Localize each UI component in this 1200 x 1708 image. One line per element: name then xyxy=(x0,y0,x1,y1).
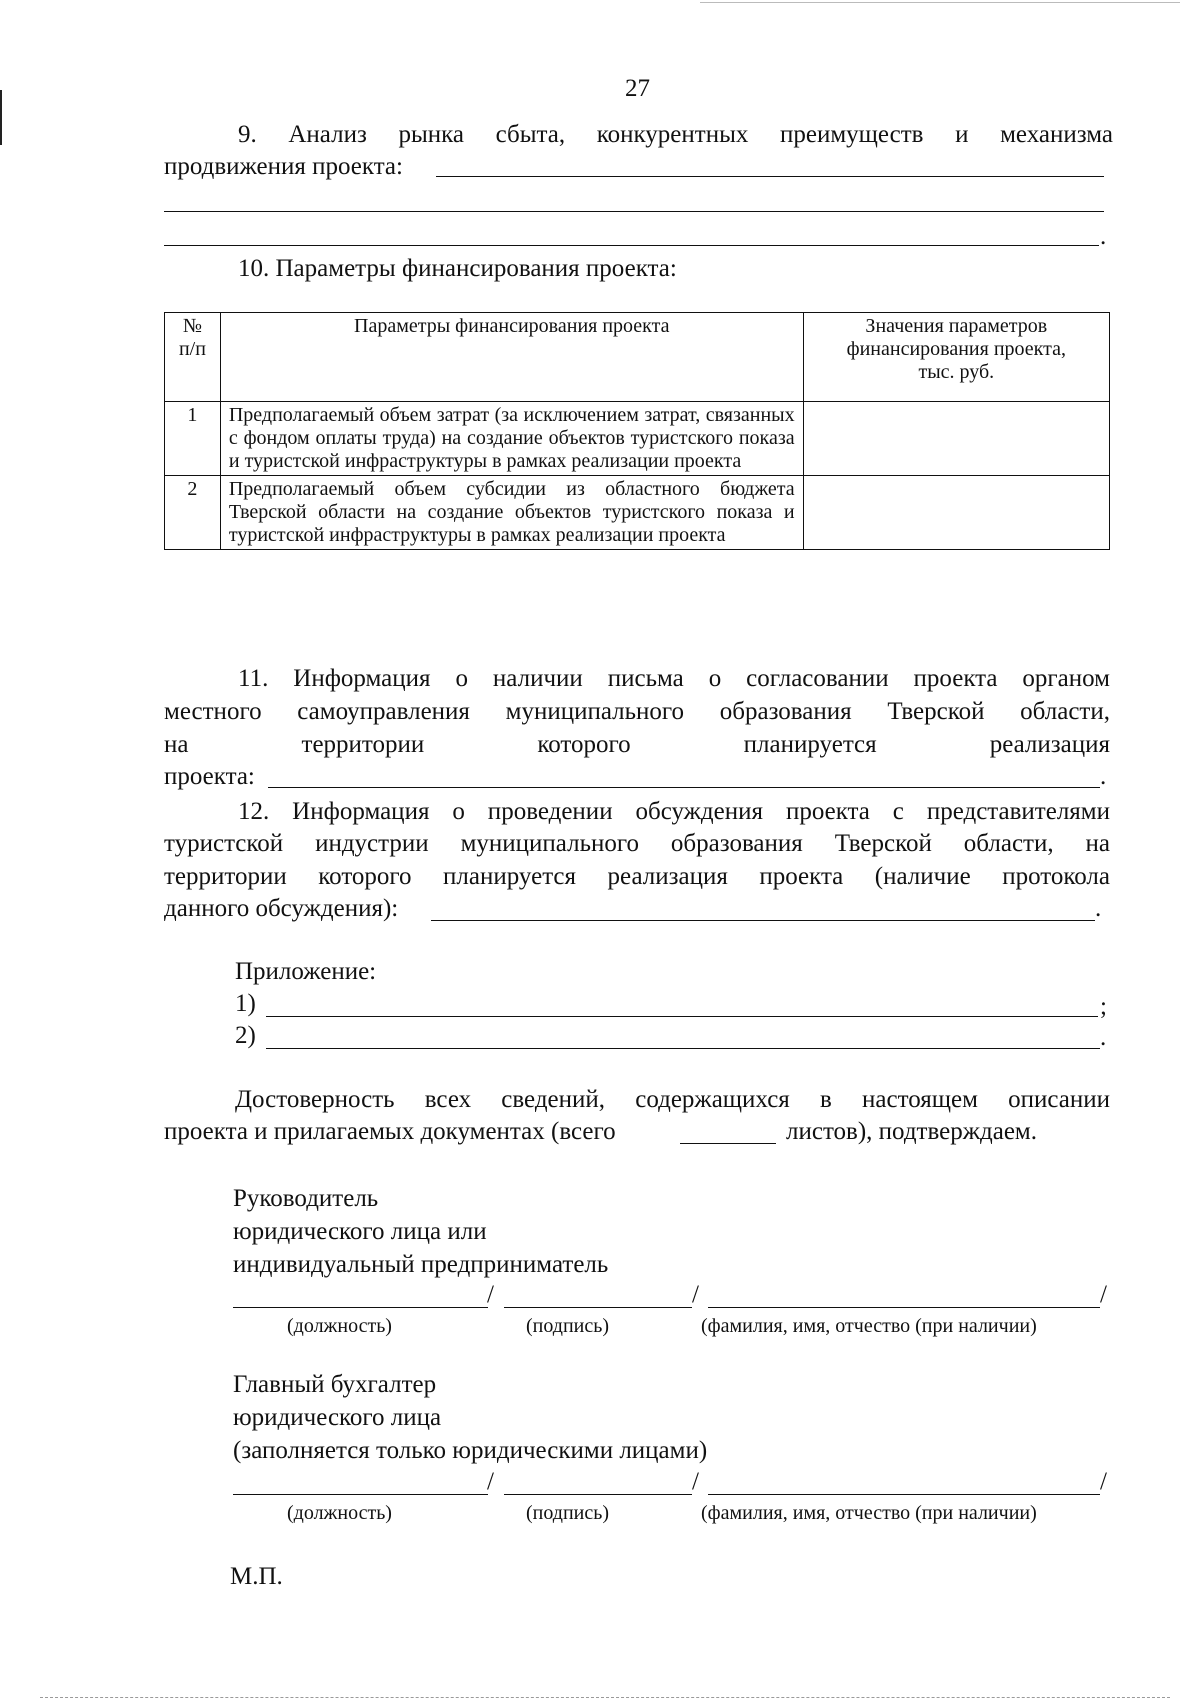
attachment-item2-end: . xyxy=(1100,1024,1107,1051)
head-title-line3: индивидуальный предприниматель xyxy=(233,1251,609,1278)
seal-mark: М.П. xyxy=(230,1563,283,1590)
separator: / xyxy=(487,1468,494,1495)
section12-line1: 12. Информация о проведении обсуждения проекта с представителями xyxy=(238,798,1110,825)
head-position-line[interactable] xyxy=(233,1307,488,1308)
row2-value[interactable] xyxy=(803,476,1109,550)
page-number: 27 xyxy=(625,75,650,102)
head-title-line2: юридического лица или xyxy=(233,1218,487,1245)
head-caption-signature: (подпись) xyxy=(526,1315,610,1337)
accountant-caption-signature: (подпись) xyxy=(526,1502,610,1524)
section11-end: . xyxy=(1100,763,1107,790)
accountant-caption-position: (должность) xyxy=(287,1502,392,1524)
confirmation-line2-end: листов), подтверждаем. xyxy=(786,1118,1037,1145)
attachment-item1-label: 1) xyxy=(235,990,256,1017)
section9-line1: 9. Анализ рынка сбыта, конкурентных преимуществ и механизма xyxy=(238,121,1113,148)
section12-end: . xyxy=(1095,895,1102,922)
accountant-title-line1: Главный бухгалтер xyxy=(233,1371,437,1398)
scan-top-edge xyxy=(700,2,1180,3)
accountant-position-line[interactable] xyxy=(233,1494,488,1495)
separator: / xyxy=(1100,1281,1107,1308)
accountant-signature-line[interactable] xyxy=(504,1494,692,1495)
scan-edge-mark xyxy=(0,90,2,145)
table-row xyxy=(165,402,1110,476)
head-title-line1: Руководитель xyxy=(233,1185,379,1212)
head-caption-name: (фамилия, имя, отчество (при наличии) xyxy=(701,1315,1037,1337)
section12-fill-line[interactable] xyxy=(431,920,1095,921)
head-name-line[interactable] xyxy=(708,1307,1100,1308)
separator: / xyxy=(1100,1468,1107,1495)
section9-fill-line2[interactable] xyxy=(164,211,1104,212)
section12-line2: туристской индустрии муниципального образования Тверской области, на xyxy=(164,830,1110,857)
attachment-item2-label: 2) xyxy=(235,1022,256,1049)
financing-table xyxy=(164,312,1110,550)
section11-line4: проекта: xyxy=(164,763,255,790)
section11-line2: местного самоуправления муниципального образования Тверской области, xyxy=(164,698,1110,725)
separator: / xyxy=(487,1281,494,1308)
section9-fill-line1[interactable] xyxy=(436,176,1104,177)
confirmation-line1: Достоверность всех сведений, содержащихся в настоящем описании xyxy=(235,1086,1110,1113)
attachment-item2-line[interactable] xyxy=(266,1048,1100,1049)
row1-value[interactable] xyxy=(803,402,1109,476)
separator: / xyxy=(692,1468,699,1495)
head-caption-position: (должность) xyxy=(287,1315,392,1337)
attachment-title: Приложение: xyxy=(235,958,377,985)
separator: / xyxy=(692,1281,699,1308)
section9-fill-line3[interactable] xyxy=(164,245,1099,246)
row2-param: Предполагаемый объем субсидии из областного бюджета Тверской области на создание объектов туристского показа и туристской инфраструктуры в рамках реализации проекта xyxy=(220,476,803,550)
section9-end: . xyxy=(1100,223,1107,250)
row1-param: Предполагаемый объем затрат (за исключением затрат, связанных с фондом оплаты труда) на создание объектов туристского показа и туристской инфраструктуры в рамках реализации проекта xyxy=(220,402,803,476)
row2-num: 2 xyxy=(165,476,221,550)
accountant-title-line3: (заполняется только юридическими лицами) xyxy=(233,1437,708,1464)
table-row xyxy=(165,476,1110,550)
section12-line4: данного обсуждения): xyxy=(164,895,399,922)
section12-line3: территории которого планируется реализация проекта (наличие протокола xyxy=(164,863,1110,890)
table-header-row xyxy=(165,313,1110,402)
section11-fill-line[interactable] xyxy=(268,787,1100,788)
head-signature-line[interactable] xyxy=(504,1307,692,1308)
attachment-item1-end: ; xyxy=(1100,993,1107,1020)
scan-bottom-edge xyxy=(40,1697,1170,1698)
section9-line2: продвижения проекта: xyxy=(164,153,403,180)
header-num: № п/п xyxy=(165,313,221,402)
attachment-item1-line[interactable] xyxy=(266,1016,1098,1017)
header-param: Параметры финансирования проекта xyxy=(220,313,803,402)
section10-title: 10. Параметры финансирования проекта: xyxy=(238,255,677,282)
accountant-caption-name: (фамилия, имя, отчество (при наличии) xyxy=(701,1502,1037,1524)
section11-line3: на территории которого планируется реализация xyxy=(164,731,1110,758)
row1-num: 1 xyxy=(165,402,221,476)
accountant-name-line[interactable] xyxy=(708,1494,1100,1495)
header-value: Значения параметров финансирования проекта, тыс. руб. xyxy=(803,313,1109,402)
section11-line1: 11. Информация о наличии письма о согласовании проекта органом xyxy=(238,665,1110,692)
accountant-title-line2: юридического лица xyxy=(233,1404,442,1431)
sheets-count-field[interactable] xyxy=(680,1143,776,1144)
confirmation-line2-start: проекта и прилагаемых документах (всего xyxy=(164,1118,616,1145)
